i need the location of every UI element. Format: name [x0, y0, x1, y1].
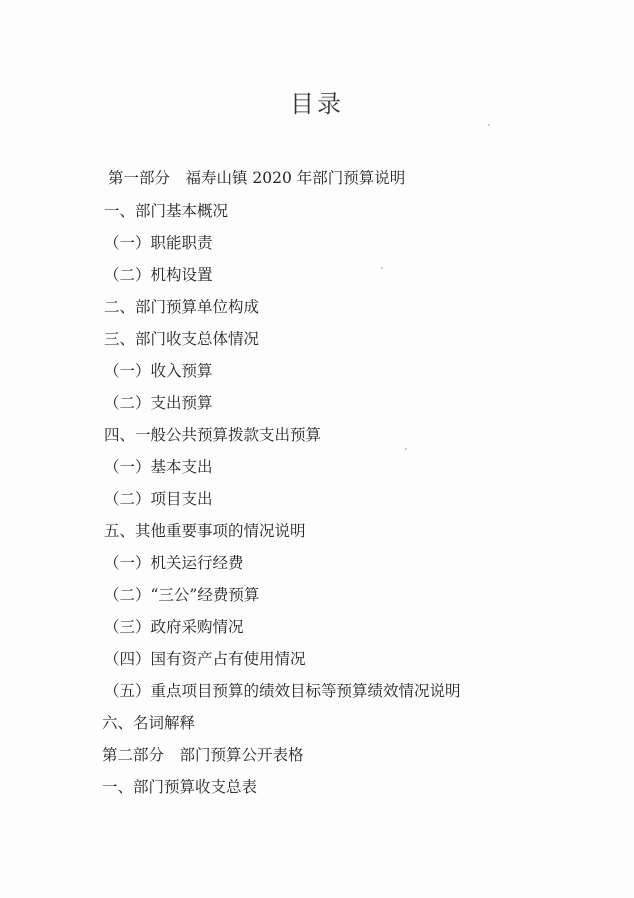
toc-entry: （一）收入预算	[104, 362, 213, 380]
toc-entry: （一）机关运行经费	[104, 554, 244, 572]
toc-entry: （五）重点项目预算的绩效目标等预算绩效情况说明	[104, 682, 461, 700]
toc-entry: （二）项目支出	[104, 490, 213, 508]
toc-entry: 一、部门基本概况	[104, 202, 229, 220]
toc-entry-part-one: 第一部分 福寿山镇 2020 年部门预算说明	[108, 169, 406, 187]
toc-entry: （二）机构设置	[104, 266, 213, 284]
page-title: 目录	[290, 90, 344, 118]
toc-entry: （三）政府采购情况	[104, 618, 244, 636]
toc-entry: 四、一般公共预算拨款支出预算	[104, 426, 322, 444]
toc-entry: （一）基本支出	[104, 458, 213, 476]
toc-entry: （二）支出预算	[104, 394, 213, 412]
toc-entry: （二）“三公”经费预算	[104, 586, 260, 604]
toc-entry: （四）国有资产占有使用情况	[104, 650, 306, 668]
toc-entry: 五、其他重要事项的情况说明	[104, 522, 306, 540]
scan-speck	[381, 267, 383, 269]
toc-entry: 三、部门收支总体情况	[104, 330, 260, 348]
toc-entry: 一、部门预算收支总表	[102, 778, 258, 796]
toc-entry: 六、名词解释	[102, 714, 196, 732]
scan-speck	[405, 448, 407, 450]
toc-entry-part-two: 第二部分 部门预算公开表格	[102, 746, 304, 764]
scan-speck	[488, 124, 490, 126]
toc-entry: （一）职能职责	[104, 234, 213, 252]
toc-entry: 二、部门预算单位构成	[104, 298, 260, 316]
